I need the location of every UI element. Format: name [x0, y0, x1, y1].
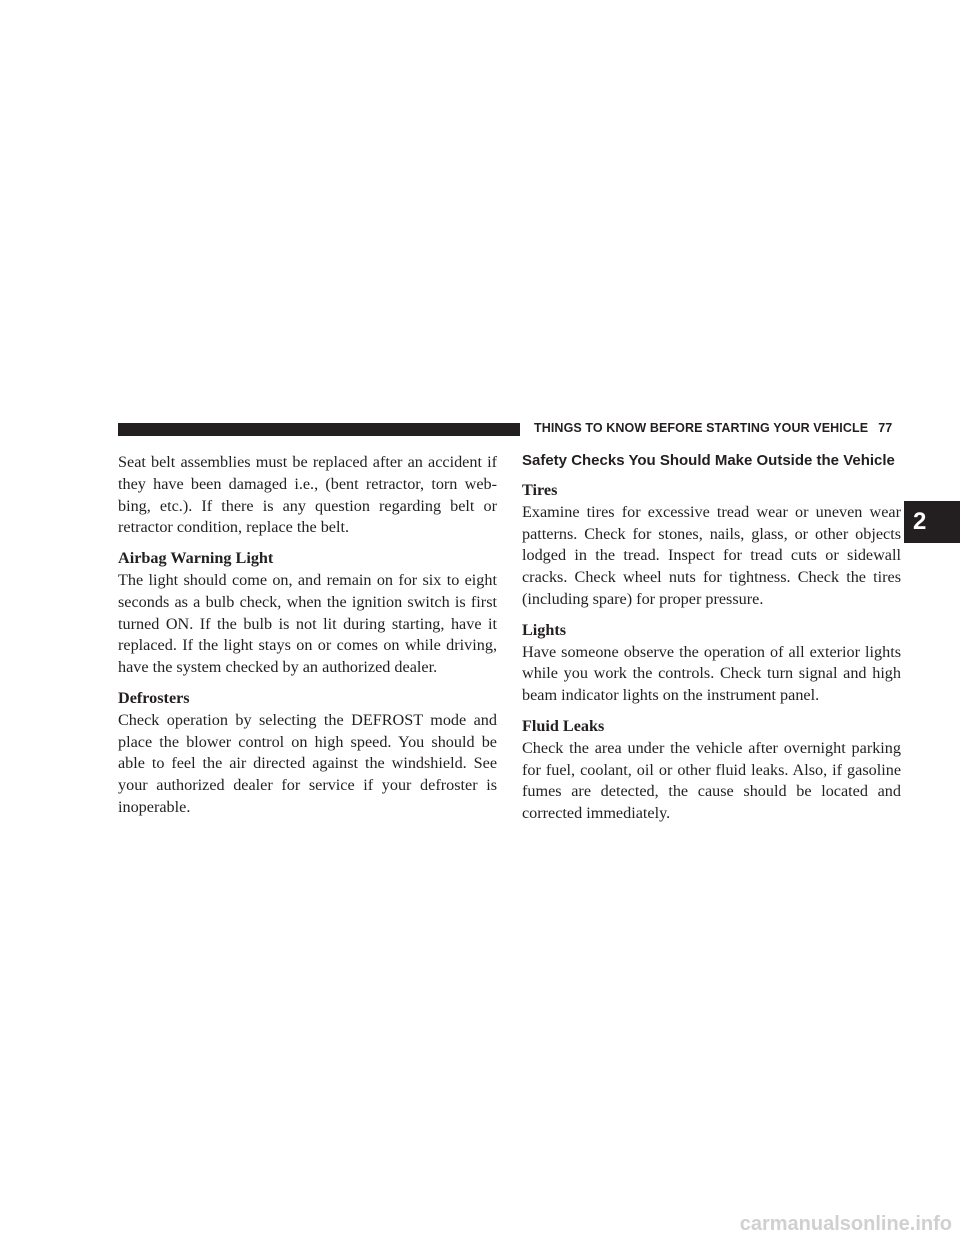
- tires-paragraph: Examine tires for excessive tread wear or uneven wear patterns. Check for stones, nails, glass, or other objects lodged in the tread. Inspect for tread cuts or sidewall cracks. Check wheel nuts for tightness. Check the tires (including spare) for proper pressure.: [522, 502, 901, 608]
- airbag-heading: Airbag Warning Light: [118, 549, 274, 568]
- chapter-tab: 2: [904, 501, 960, 543]
- watermark-text: carmanualsonline.info: [739, 1213, 952, 1235]
- airbag-paragraph: The light should come on, and remain on for six to eight seconds as a bulb check, when the ignition switch is first turned ON. If the bulb is not lit during starting, have it replaced. If the light stays on or comes on while driving, have the system checked by an authorized dealer.: [118, 570, 497, 677]
- left-column: [118, 452, 497, 828]
- tires-heading: Tires: [522, 481, 558, 499]
- lights-heading: Lights: [522, 620, 567, 639]
- header-rule-bar: [118, 423, 520, 436]
- lights-paragraph: Have someone observe the operation of all exterior lights while you work the controls. Check turn signal and high beam indicator lights on the instrument panel.: [522, 642, 901, 705]
- defrosters-heading: Defrosters: [118, 688, 190, 707]
- running-header: [534, 421, 892, 435]
- fluid-leaks-heading: Fluid Leaks: [522, 716, 605, 735]
- header-title: THINGS TO KNOW BEFORE STARTING YOUR VEHICLE: [534, 421, 869, 435]
- seat-belt-paragraph: Seat belt assemblies must be replaced after an accident if they have been damaged i.e., (bent retractor, torn web- bing, etc.). If there is any question regarding belt or retractor condition, replace the belt.: [118, 453, 497, 537]
- defrosters-paragraph: Check operation by selecting the DEFROST mode and place the blower control on high speed. You should be able to feel the air directed against the windshield. See your authorized dealer for service if your defroster is inoperable.: [118, 710, 497, 816]
- section-title: Safety Checks You Should Make Outside the Vehicle: [522, 452, 895, 469]
- page-number: 77: [878, 421, 893, 435]
- fluid-leaks-paragraph: Check the area under the vehicle after overnight parking for fuel, coolant, oil or other fluid leaks. Also, if gasoline fumes are detected, the cause should be located and corrected immediately.: [522, 738, 901, 823]
- right-column: [522, 452, 901, 834]
